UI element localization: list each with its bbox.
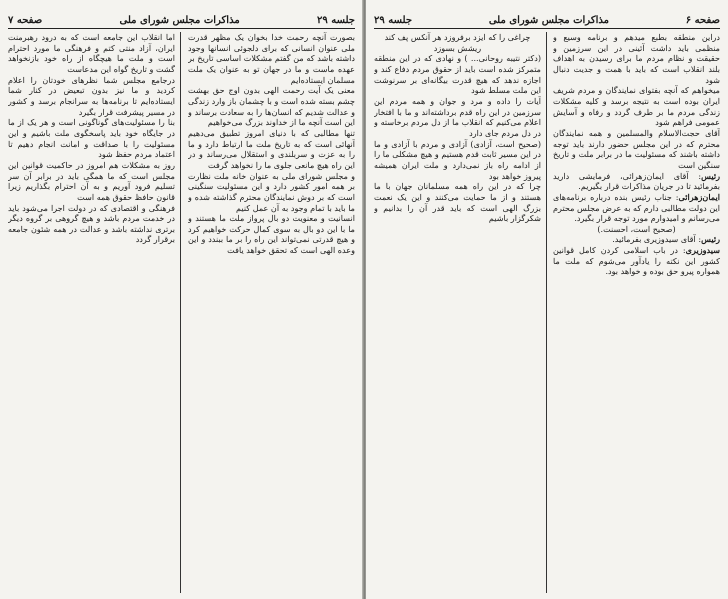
speaker-paragraph: ایمان‌زهرائی: جناب رئیس بنده درباره برنامه‌های این دولت مطالبی دارم که به عرض مجلس محترم می‌رسانم و امیدوارم مورد توجه قرار بگیرد. [553, 191, 720, 224]
column-left [8, 32, 175, 593]
paragraph: روز به مشکلات هم امروز در حاکمیت قوانین این مجلس است که ما همگی باید در برابر آن سر تسلیم فرود آوریم و به آن احترام بگذاریم زیرا قانون حافظ حقوق همه است [8, 159, 175, 202]
paragraph: بصورت آنچه رحمت خدا بخوان یک مظهر قدرت ملی عنوان انسانی که برای دلجوئی انسانها وجود داشته باشد که من گفتم مشکلات اساسی تاریخ بر عهده ماست و ما در جهان تو به عنوان یک ملت مسلمان ایستاده‌ایم [188, 32, 355, 85]
page-header [8, 10, 355, 29]
paragraph: فرهنگی و اقتصادی که در دولت اجرا می‌شود باید در خدمت مردم باشد و هیچ گروهی بر گروه دیگر برتری نداشته باشد و عدالت در همه شئون جامعه برقرار گردد [8, 202, 175, 245]
paragraph: بنا را مسئولیت‌های گوناگونی است و هر یک از ما در جایگاه خود باید پاسخگوی ملت باشیم و این مسئولیت را با صداقت و امانت انجام دهیم تا اعتماد مردم حفظ شود [8, 117, 175, 160]
column-divider [546, 32, 547, 593]
running-title: مذاکرات مجلس شورای ملی [488, 15, 609, 26]
page-header [374, 10, 720, 29]
paragraph: چرا که در این راه همه مسلمانان جهان با ما هستند و از ما حمایت می‌کنند و این یک نعمت بزرگ الهی است که باید قدر آن را بدانیم و شکرگزار باشیم [374, 181, 541, 224]
paragraph: و مجلس شورای ملی به عنوان خانه ملت نظارت بر همه امور کشور دارد و این مسئولیت سنگینی است که بر دوش نمایندگان محترم گذاشته شده و ما باید با تمام وجود به آن عمل کنیم [188, 170, 355, 213]
speaker-paragraph: رئیس: آقای ایمان‌زهرائی، فرمایشی دارید بفرمائید تا در جریان مذاکرات قرار بگیریم. [553, 170, 720, 192]
speech-text: آقای سیدوزیری بفرمائید. [612, 234, 696, 245]
speech-text: جناب رئیس بنده درباره برنامه‌های این دولت مطالبی دارم که به عرض مجلس محترم می‌رسانم و امیدوارم مورد توجه قرار بگیرد. [553, 191, 720, 224]
column-divider [180, 32, 181, 593]
running-title: مذاکرات مجلس شورای ملی [119, 15, 240, 26]
speech-text: آقای ایمان‌زهرائی، فرمایشی دارید بفرمائید تا در جریان مذاکرات قرار بگیریم. [553, 170, 720, 192]
page-6 [366, 0, 728, 599]
paragraph: میخواهم که آنچه بفتوای نمایندگان و مردم شریف ایران بوده است به نتیجه برسد و کلیه مشکلات زندگی مردم ما بر طرف گردد و رفاه و آسایش عمومی فراهم شود [553, 85, 720, 128]
paragraph: (دکتر نتیبه روحانی... ) و نهادی که در این منطقه متمرکز شده است باید از حقوق مردم دفاع کند و اجازه ندهد که هیچ قدرت بیگانه‌ای بر سرنوشت این ملت مسلط شود [374, 53, 541, 96]
paragraph: تنها مطالبی که با دنیای امروز تطبیق می‌دهیم آنهائی است که به تاریخ ملت ما ارتباط دارد و ما را به عزت و سربلندی و استقلال می‌رساند و در این راه هیچ مانعی جلوی ما را نخواهد گرفت [188, 127, 355, 170]
audience-reaction: (صحیح است، احسنت.) [597, 223, 676, 234]
speaker-name: رئیس [701, 234, 720, 245]
paragraph: درجامع مجلس شما نظرهای خودتان را اعلام کردید و ما نیز بدون تبعیض در کنار شما ایستاده‌ایم تا برنامه‌ها به سرانجام برسد و کشور در مسیر پیشرفت قرار بگیرد [8, 74, 175, 117]
paragraph: آیات را داده و مرد و جوان و همه مردم این سرزمین در این راه قدم برداشته‌اند و ما با افتخار اعلام می‌کنیم که انقلاب ما از دل مردم برخاسته و در دل مردم جای دارد [374, 95, 541, 138]
text-columns [374, 32, 720, 593]
paragraph: دراین منطقه بطبع میدهم و برنامه وسیع و منظمی باید داشت آئینی در این سرزمین و حقیقت و نظام مردم ما برای رسیدن به اهداف بلند انقلاب است که باید با همت و جدیت دنبال شود [553, 32, 720, 85]
speech-text: در باب اسلامی کردن کامل قوانین کشور این نکته را یادآور می‌شوم که ملت ما همواره پیرو حق بوده و خواهد بود. [553, 245, 720, 277]
page-number: صفحه ۷ [8, 15, 43, 26]
column-left [374, 32, 541, 593]
session-label: جلسه ۲۹ [316, 15, 355, 26]
speaker-name: رئیس [701, 170, 720, 181]
speaker-name: سیدوزیری [685, 245, 720, 256]
speaker-paragraph: سیدوزیری: در باب اسلامی کردن کامل قوانین کشور این نکته را یادآور می‌شوم که ملت ما همواره پیرو حق بوده و خواهد بود. [553, 245, 720, 277]
session-label: جلسه ۲۹ [374, 15, 413, 26]
paragraph: انسانیت و معنویت دو بال پرواز ملت ما هستند و ما با این دو بال به سوی کمال حرکت خواهیم کرد و هیچ قدرتی نمی‌تواند این راه را بر ما ببندد و این وعده الهی است که تحقق خواهد یافت [188, 213, 355, 256]
page-number: صفحه ۶ [685, 15, 720, 26]
column-right [188, 32, 355, 593]
paragraph: معنی یک آیت رحمت الهی بدون اوج حق بهشت چشم بسته شده است و با چشمان باز وارد زندگی و عدالت شدیم که انسان‌ها را به سعادت برساند و این است آنچه ما از خداوند بزرگ می‌خواهیم [188, 85, 355, 128]
speaker-paragraph: رئیس: آقای سیدوزیری بفرمائید. [612, 234, 720, 245]
paragraph: (صحیح است، آزادی) آزادی و مردم با آزادی و ما در این مسیر ثابت قدم هستیم و هیچ مشکلی ما را از ادامه راه باز نمی‌دارد و ملت ایران همیشه پیروز خواهد بود [374, 138, 541, 181]
speaker-name: ایمان‌زهرائی [678, 191, 720, 202]
paragraph: آقای حجت‌الاسلام والمسلمین و همه نمایندگان محترم که در این مجلس حضور دارند باید توجه داشته باشند که مسئولیت ما در برابر ملت و تاریخ سنگین است [553, 127, 720, 170]
page-7 [0, 0, 363, 599]
verse: چراغی را که ایزد برفروزد هر آنکس پف کند ریشش بسوزد [384, 32, 531, 53]
column-right [553, 32, 720, 593]
paragraph: اما انقلاب این جامعه است که به درود رهبرمنت ایران، آزاد منتی کتم و فرهنگی ما مورد احترام است و ملت ما هیچگاه از راه خود بازنخواهد گشت و تاریخ گواه این مدعاست [8, 32, 175, 74]
text-columns [8, 32, 355, 593]
